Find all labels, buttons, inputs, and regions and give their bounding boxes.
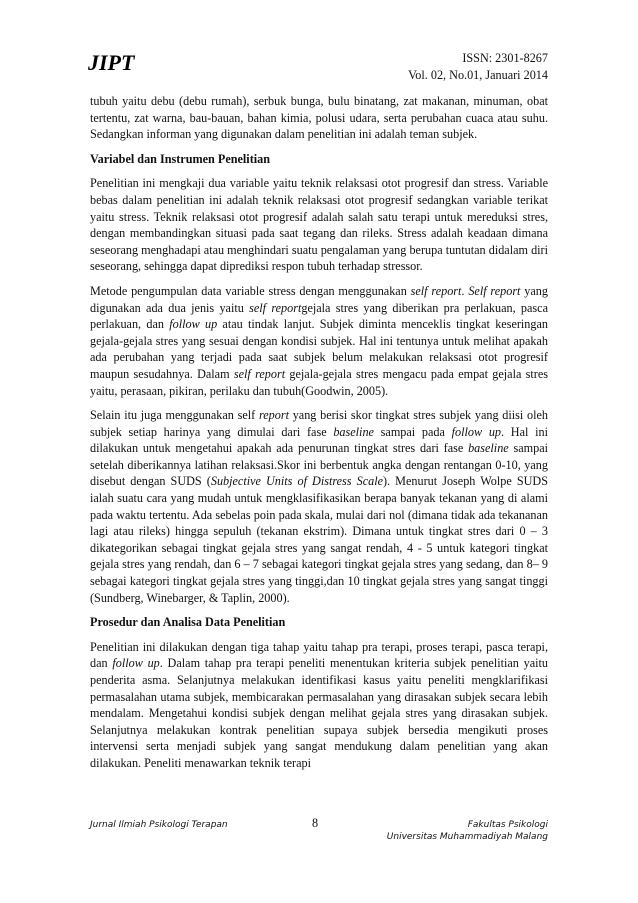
footer-affiliation [387,819,548,843]
page-footer [90,815,548,845]
paragraph-5: Penelitian ini dilakukan dengan tiga tahap yaitu tahap pra terapi, proses terapi, pasca terapi, dan follow up. Dalam tahap pra terapi peneliti menentukan kriteria subjek penelitian yaitu penderita asma. Selanjutnya melakukan identifikasi kasus yaitu peneliti mengklarifikasi permasalahan utama subjek, membicarakan permasalahan yang dirasakan subjek secara lebih mendalam. Mengetahui kondisi subjek dengan melihat gejala stres yang dirasakan subjek. Selanjutnya melakukan kontrak penelitian supaya subjek bersedia mengikuti proses intervensi serta menjadi subjek yang sangat mendukung dalam penelitian yang akan dilakukan. Peneliti menawarkan teknik terapi [90,639,548,770]
volume-info: Vol. 02, No.01, Januari 2014 [408,68,548,82]
page-number: 8 [312,816,319,830]
paragraph-2: Penelitian ini mengkaji dua variable yaitu teknik relaksasi otot progresif dan stress. Variable bebas dalam penelitian ini adalah teknik relaksasi otot progresif sedangkan variable terikat yaitu stress. Teknik relaksasi otot progresif adalah salah satu terapi untuk mereduksi stres, dengan membandingkan situasi pada saat tegang dan rileks. Stress adalah keadaan dimana seseorang menghadapi atau menghindari suatu pengalaman yang berupa tuntutan didalam diri seseorang, sehingga dapat diprediksi respon tubuh terhadap stressor. [90,176,548,274]
footer-faculty: Fakultas Psikologi [467,820,548,830]
section-heading-variabel: Variabel dan Instrumen Penelitian [90,151,271,166]
footer-university: Universitas Muhammadiyah Malang [386,832,548,842]
journal-header [408,50,548,84]
footer-journal-name: Jurnal Ilmiah Psikologi Terapan [90,820,228,830]
jipt-logo [88,50,140,74]
section-heading-prosedur: Prosedur dan Analisa Data Penelitian [90,615,286,630]
paragraph-1: tubuh yaitu debu (debu rumah), serbuk bunga, bulu binatang, zat makanan, minuman, obat tertentu, zat warna, bau-bauan, bahan kimia, polusi udara, serta perubahan cuaca atau suhu. Sedangkan informan yang digunakan dalam penelitian ini adalah teman subjek. [90,94,548,142]
jipt-logo-text: JIPT [88,50,135,74]
paragraph-4: Selain itu juga menggunakan self report yang berisi skor tingkat stres subjek yang diisi oleh subjek setiap harinya yang dimulai dari fase baseline sampai pada follow up. Hal ini dilakukan untuk mengetahui apakah ada penurunan tingkat stres dari fase baseline sampai setelah diberikannya latihan relaksasi.Skor ini berbentuk angka dengan rentangan 0-10, yang disebut dengan SUDS (Subjective Units of Distress Scale). Menurut Joseph Wolpe SUDS ialah suatu cara yang mudah untuk mengklasifikasikan berapa banyak tekanan yang di alami pada waktu tertentu. Ada sebelas poin pada skala, mulai dari nol (dimana tidak ada tekananan lagi atau rileks) hingga sepuluh (tekanan ekstrim). Dimana untuk tingkat stres dari 0 – 3 dikategorikan sebagai tingkat gejala stres yang sangat rendah, 4 - 5 untuk kategori tingkat gejala stres yang rendah, dan 6 – 7 sebagai kategori tingkat gejala stres yang sedang, dan 8– 9 sebagai kategori tingkat gejala stres yang tinggi,dan 10 tingkat gejala stres yang sangat tinggi (Sundberg, Winebarger, & Taplin, 2000). [90,408,549,605]
article-body [90,93,548,780]
issn: ISSN: 2301-8267 [462,51,548,65]
paragraph-3: Metode pengumpulan data variable stress dengan menggunakan self report. Self report yang digunakan ada dua jenis yaitu self reportgejala stres yang diberikan pra perlakuan, pasca perlakuan, dan follow up atau tindak lanjut. Subjek diminta menceklis tingkat keseringan gejala-gejala stres yang sesuai dengan kondisi subjek. Hal ini tentunya untuk melihat apakah ada perubahan yang terjadi pada saat subjek belum melakukan relaksasi otot progresif maupun sesudahnya. Dalam self report gejala-gejala stres mengacu pada empat gejala stres yaitu, perasaan, pikiran, perilaku dan tubuh(Goodwin, 2005). [90,283,548,398]
